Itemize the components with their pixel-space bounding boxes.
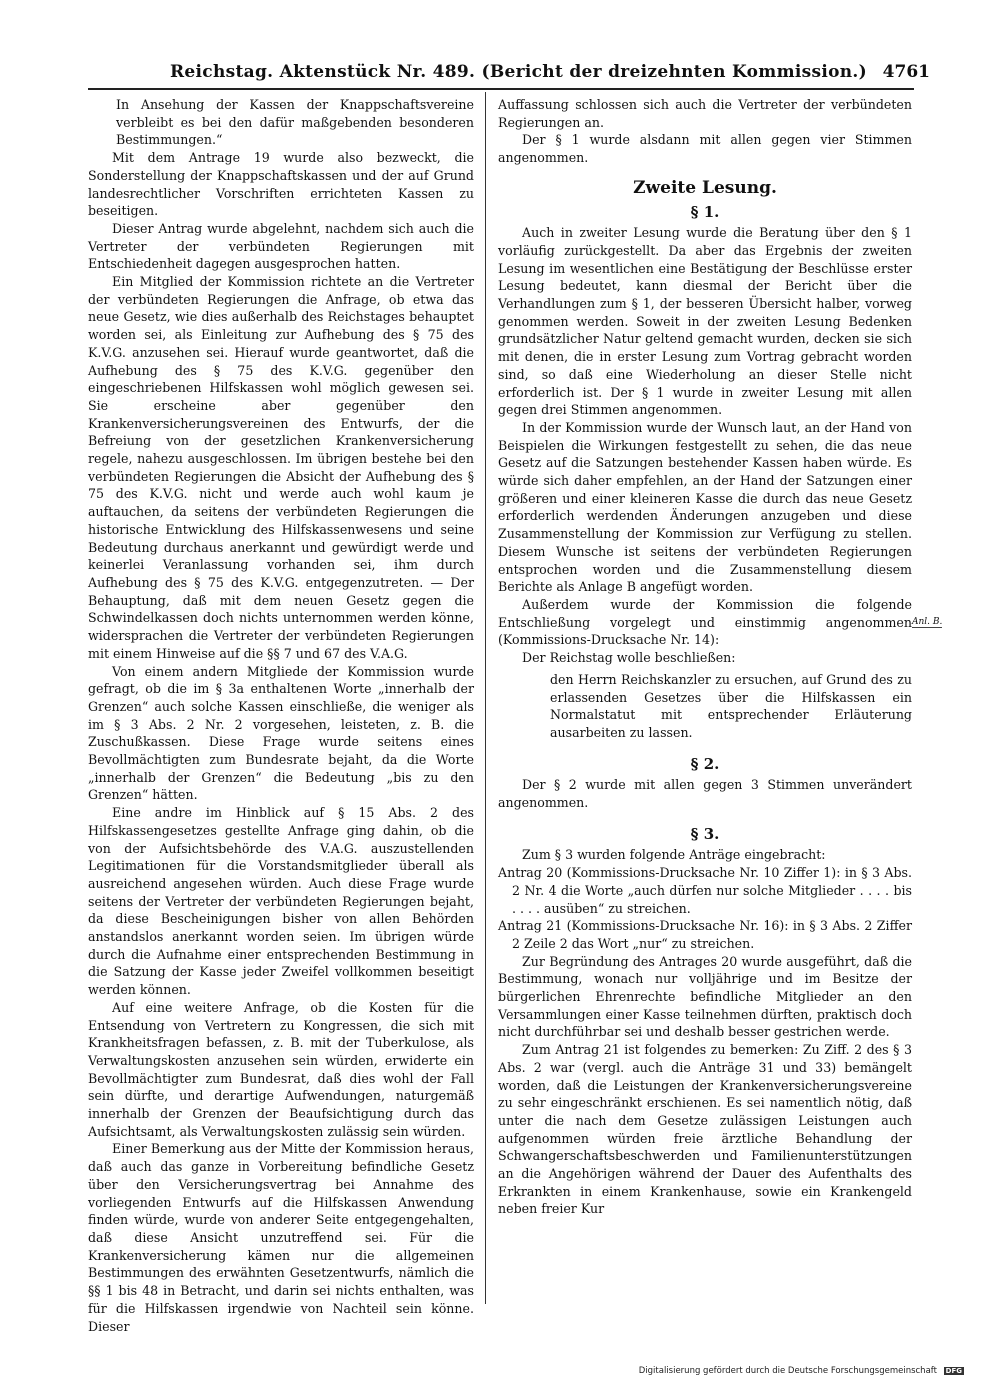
paragraph: Auf eine weitere Anfrage, ob die Kosten für die Entsendung von Vertretern zu Kongressen, die sich mit Krankheitsfragen befassen, z. B. mit der Tuberkulose, als Verwaltungskosten anzusehen sein würden, erwiderte ein Bevollmächtigter zum Bundesrat, daß dies wohl der Fall sein dürfte, und derartige Aufwendungen, naturgemäß innerhalb der Grenzen der Beaufsichtigung durch das Aufsichtsamt, als Verwaltungskosten zulässig sein würden. bbox=[88, 999, 474, 1139]
section-heading: Zweite Lesung. bbox=[633, 177, 777, 198]
motion-item: Antrag 21 (Kommissions-Drucksache Nr. 16): in § 3 Abs. 2 Ziffer 2 Zeile 2 das Wort „nur“ zu streichen. bbox=[498, 918, 912, 951]
resolution-text: den Herrn Reichskanzler zu ersuchen, auf Grund des zu erlassenden Gesetzes über die Hilfskassen ein Normalstatut mit entsprechender Erläuterung ausarbeiten zu lassen. bbox=[550, 671, 912, 740]
paragraph: Der Reichstag wolle beschließen: bbox=[522, 650, 736, 666]
paragraph: In der Kommission wurde der Wunsch laut, an der Hand von Beispielen die Wirkungen festgestellt zu sehen, die das neue Gesetz auf die Satzungen bestehender Kassen haben würde. Es würde sich daher empfehlen, an der Hand der Satzungen einer größeren und einer kleineren Kasse die durch das neue Gesetz erforderlich werdenden Änderungen anzugeben und diese Zusammenstellung der Kommission zur Verfügung zu stellen. Diesem Wunsche ist seitens der verbündeten Regierungen entsprochen worden und die Zusammenstellung diesem Berichte als Anlage B angefügt worden. bbox=[498, 419, 912, 595]
paragraph: Zur Begründung des Antrages 20 wurde ausgeführt, daß die Bestimmung, wonach nur volljährige und im Besitze der bürgerlichen Ehrenrechte befindliche Mitglieder an den Versammlungen einer Kasse teilnehmen dürften, praktisch doch nicht durchführbar sei und deshalb besser gestrichen werde. bbox=[498, 953, 912, 1040]
running-title: Reichstag. Aktenstück Nr. 489. (Bericht der dreizehnten Kommission.) bbox=[170, 62, 867, 82]
paragraph: Von einem andern Mitgliede der Kommission wurde gefragt, ob die im § 3a enthaltenen Worte „innerhalb der Grenzen“ auch solche Kassen einschließe, die weniger als im § 3 Abs. 2 Nr. 2 vorgesehen, leisteten, z. B. die Zuschußkassen. Diese Frage wurde seitens eines Bevollmächtigten zum Bundesrate bejaht, da die Worte „innerhalb der Grenzen“ die Bedeutung „bis zu den Grenzen“ hätten. bbox=[88, 663, 474, 803]
section-title-2: § 2. bbox=[690, 754, 720, 773]
header-rule bbox=[88, 88, 914, 90]
column-divider bbox=[485, 92, 486, 1304]
footer bbox=[639, 1366, 964, 1376]
paragraph: Mit dem Antrage 19 wurde also bezweckt, die Sonderstellung der Knappschaftskassen und der auf Grund landesrechtlicher Vorschriften errichteten Kassen zu beseitigen. bbox=[88, 150, 474, 219]
footer-text: Digitalisierung gefördert durch die Deutsche Forschungsgemeinschaft bbox=[638, 1366, 937, 1376]
paragraph: In Ansehung der Kassen der Knappschaftsvereine verbleibt es bei den dafür maßgebenden besonderen Bestimmungen.“ bbox=[116, 97, 474, 148]
section-title-1: § 1. bbox=[690, 202, 720, 221]
paragraph: Zum § 3 wurden folgende Anträge eingebracht: bbox=[522, 847, 826, 863]
paragraph: Außerdem wurde der Kommission die folgende Entschließung vorgelegt und einstimmig angenommen (Kommissions-Drucksache Nr. 14): bbox=[498, 596, 912, 648]
paragraph: Zum Antrag 21 ist folgendes zu bemerken: Zu Ziff. 2 des § 3 Abs. 2 war (vergl. auch die Anträge 31 und 33) bemängelt worden, daß die Leistungen der Krankenversicherungsvereine zu sehr eingeschränkt erschienen. Es sei namentlich nötig, daß unter die nach dem Gesetze zulässigen Leistungen auch aufgenommen würden freie ärztliche Behandlung der Schwangerschaftsbeschwerden und Familienunterstützungen an die Angehörigen während der Dauer des Aufenthalts des Erkrankten in einem Krankenhause, sowie ein Krankengeld neben freier Kur bbox=[498, 1042, 912, 1217]
margin-note: Anl. B. bbox=[912, 617, 943, 627]
motion-item: Antrag 20 (Kommissions-Drucksache Nr. 10 Ziffer 1): in § 3 Abs. 2 Nr. 4 die Worte „auch dürfen nur solche Mitglieder . . . . bis . . . . ausüben“ zu streichen. bbox=[498, 865, 912, 916]
section-title-3: § 3. bbox=[690, 824, 720, 843]
paragraph: Der § 2 wurde mit allen gegen 3 Stimmen unverändert angenommen. bbox=[498, 777, 912, 811]
dfg-logo: DFG bbox=[945, 1367, 962, 1375]
paragraph: Dieser Antrag wurde abgelehnt, nachdem sich auch die Vertreter der verbündeten Regierungen mit Entschiedenheit dagegen ausgesprochen hatten. bbox=[88, 220, 474, 272]
paragraph: Einer Bemerkung aus der Mitte der Kommission heraus, daß auch das ganze in Vorbereitung befindliche Gesetz über den Versicherungsvertrag bei Annahme des vorliegenden Entwurfs auf die Hilfskassen Anwendung finden würde, wurde von anderer Seite entgegengehalten, daß diese Ansicht unzutreffend sei. Für die Krankenversicherung kämen nur die allgemeinen Bestimmungen des erwähnten Gesetzentwurfs, nämlich die §§ 1 bis 48 in Betracht, und darin sei nichts enthalten, was für die Hilfskassen irgendwie von Nachteil sein könne. Dieser bbox=[88, 1141, 474, 1334]
page-header bbox=[170, 62, 930, 86]
paragraph: Ein Mitglied der Kommission richtete an die Vertreter der verbündeten Regierungen die Anfrage, ob etwa das neue Gesetz, wie dies außerhalb des Reichstages behauptet worden sei, als Einleitung zur Aufhebung des § 75 des K.V.G. anzusehen sei. Hierauf wurde geantwortet, daß die Aufhebung des § 75 des K.V.G. gegenüber den eingeschriebenen Hilfskassen wohl möglich gewesen sei. Sie erscheine aber gegenüber den Krankenversicherungsvereinen des Entwurfs, der die Befreiung von der gesetzlichen Krankenversicherung regele, nahezu ausgeschlossen. Im übrigen bestehe bei den verbündeten Regierungen die Absicht der Aufhebung des § 75 des K.V.G. nicht und werde auch wohl kaum je auftauchen, da seitens der verbündeten Regierungen die historische Entwicklung des Hilfskassenwesens und seine Bedeutung durchaus anerkannt und gewürdigt werde und keinerlei Veranlassung vorhanden sei, ihm durch Aufhebung des § 75 des K.V.G. entgegenzutreten. — Der Behauptung, daß mit dem neuen Gesetz gegen die Schwindelkassen doch nichts unternommen werden könne, widersprachen die Vertreter der verbündeten Regierungen mit einem Hinweise auf die §§ 7 und 67 des V.A.G. bbox=[88, 274, 474, 661]
paragraph: Auffassung schlossen sich auch die Vertreter der verbündeten Regierungen an. bbox=[498, 97, 912, 130]
page-number: 4761 bbox=[882, 62, 930, 82]
paragraph: Auch in zweiter Lesung wurde die Beratung über den § 1 vorläufig zurückgestellt. Da aber das Ergebnis der zweiten Lesung im wesentlichen eine Bestätigung der Beschlüsse erster Lesung bedeutet, kann diesmal der Bericht über die Verhandlungen zum § 1, der besseren Übersicht halber, vorweg genommen werden. Soweit in der zweiten Lesung Bedenken grundsätzlicher Natur geltend gemacht wurden, decken sie sich mit denen, die in erster Lesung zum Vortrag gebracht worden sind, so daß eine Wiederholung an dieser Stelle nicht erforderlich ist. Der § 1 wurde in zweiter Lesung mit allen gegen drei Stimmen angenommen. bbox=[498, 225, 912, 418]
left-column bbox=[88, 96, 474, 1335]
paragraph: Eine andre im Hinblick auf § 15 Abs. 2 des Hilfskassengesetzes gestellte Anfrage ging dahin, ob die von der Aufsichtsbehörde des V.A.G. auszustellenden Legitimationen für die Vorstandsmitglieder überall als ausreichend angesehen würden. Auch diese Frage wurde seitens der Vertreter der verbündeten Regierungen bejaht, da diese Bescheinigungen bisher von allen Behörden anstandslos anerkannt worden seien. Im übrigen würde durch die Aufnahme einer entsprechenden Bestimmung in die Satzung der Kasse jeder Zweifel vollkommen beseitigt werden können. bbox=[88, 805, 474, 998]
paragraph: Der § 1 wurde alsdann mit allen gegen vier Stimmen angenommen. bbox=[498, 132, 912, 166]
right-column bbox=[498, 96, 912, 1218]
